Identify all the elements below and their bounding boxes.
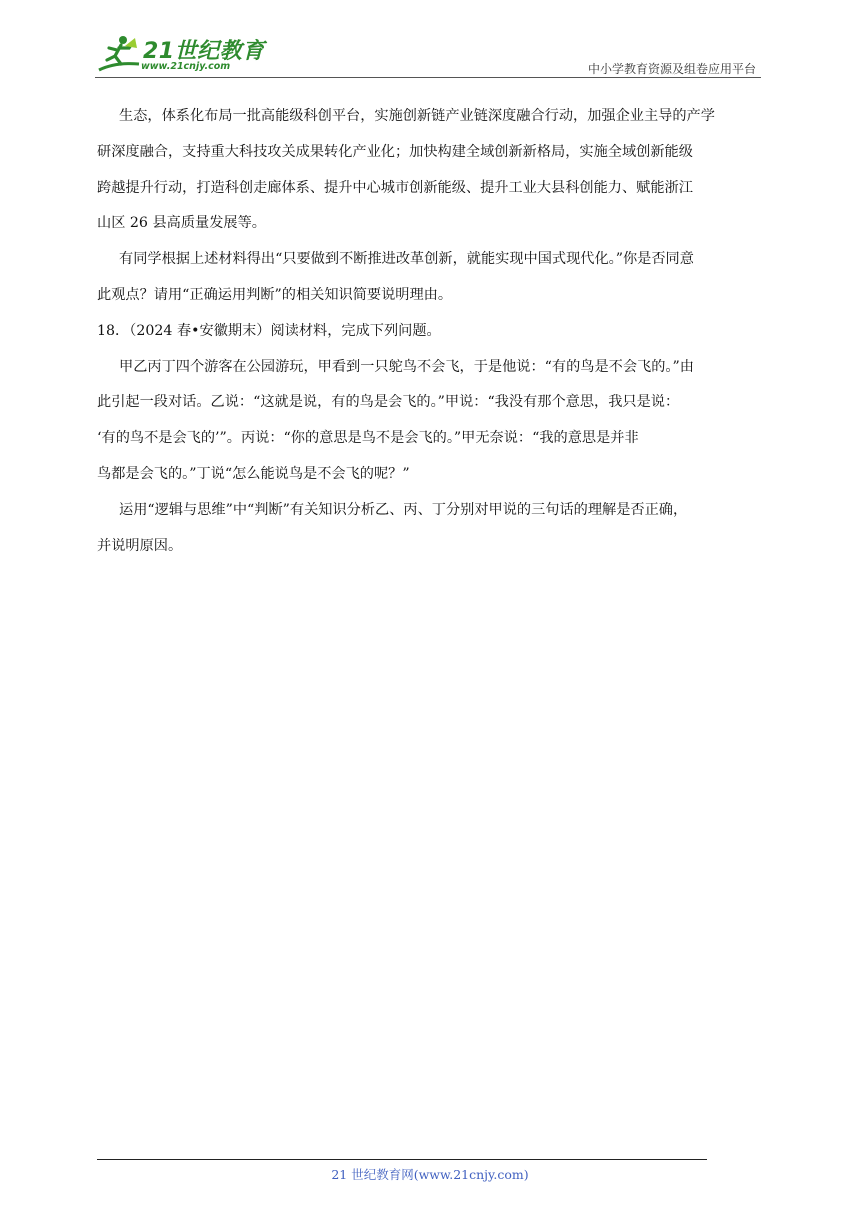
site-logo[interactable] bbox=[95, 34, 265, 76]
text-line: 生态，体系化布局一批高能级科创平台，实施创新链产业链深度融合行动，加强企业主导的产学 bbox=[119, 108, 715, 124]
question-18-heading: 18．（2024 春•安徽期末）阅读材料，完成下列问题。 bbox=[97, 322, 441, 339]
material-line: 鸟都是会飞的。”丁说“怎么能说鸟是不会飞的呢？” bbox=[97, 465, 410, 482]
logo-url: www.21cnjy.com bbox=[141, 61, 231, 72]
document-body bbox=[97, 99, 767, 564]
question-prompt-line: 并说明原因。 bbox=[97, 537, 183, 554]
material-line: 此引起一段对话。乙说：“这就是说，有的鸟是会飞的。”甲说：“我没有那个意思，我只是说： bbox=[97, 394, 680, 411]
footer-link[interactable]: 21 世纪教育网(www.21cnjy.com) bbox=[331, 1167, 529, 1182]
text-line: 山区 26 县高质量发展等。 bbox=[97, 215, 266, 232]
material-line: ‘有的鸟不是会飞的’”。丙说：“你的意思是鸟不是会飞的。”甲无奈说：“我的意思是并非 bbox=[97, 430, 639, 447]
question-prompt-line: 此观点？请用“正确运用判断”的相关知识简要说明理由。 bbox=[97, 286, 453, 303]
text-line: 跨越提升行动，打造科创走廊体系、提升中心城市创新能级、提升工业大县科创能力、赋能浙江 bbox=[97, 179, 693, 196]
runner-icon bbox=[95, 34, 141, 74]
page-header bbox=[0, 0, 860, 80]
platform-title: 中小学教育资源及组卷应用平台 bbox=[587, 62, 756, 76]
question-prompt-line: 运用“逻辑与思维”中“判断”有关知识分析乙、丙、丁分别对甲说的三句话的理解是否正确， bbox=[119, 501, 688, 518]
header-divider bbox=[95, 77, 761, 78]
question-prompt-line: 有同学根据上述材料得出“只要做到不断推进改革创新，就能实现中国式现代化。”你是否同意 bbox=[119, 251, 694, 268]
text-line: 研深度融合，支持重大科技攻关成果转化产业化；加快构建全域创新新格局，实施全域创新能级 bbox=[97, 143, 693, 160]
logo-text: 21世纪教育 bbox=[143, 39, 265, 64]
footer-divider bbox=[97, 1159, 707, 1160]
material-line: 甲乙丙丁四个游客在公园游玩，甲看到一只鸵鸟不会飞，于是他说：“有的鸟是不会飞的。”由 bbox=[119, 358, 694, 375]
